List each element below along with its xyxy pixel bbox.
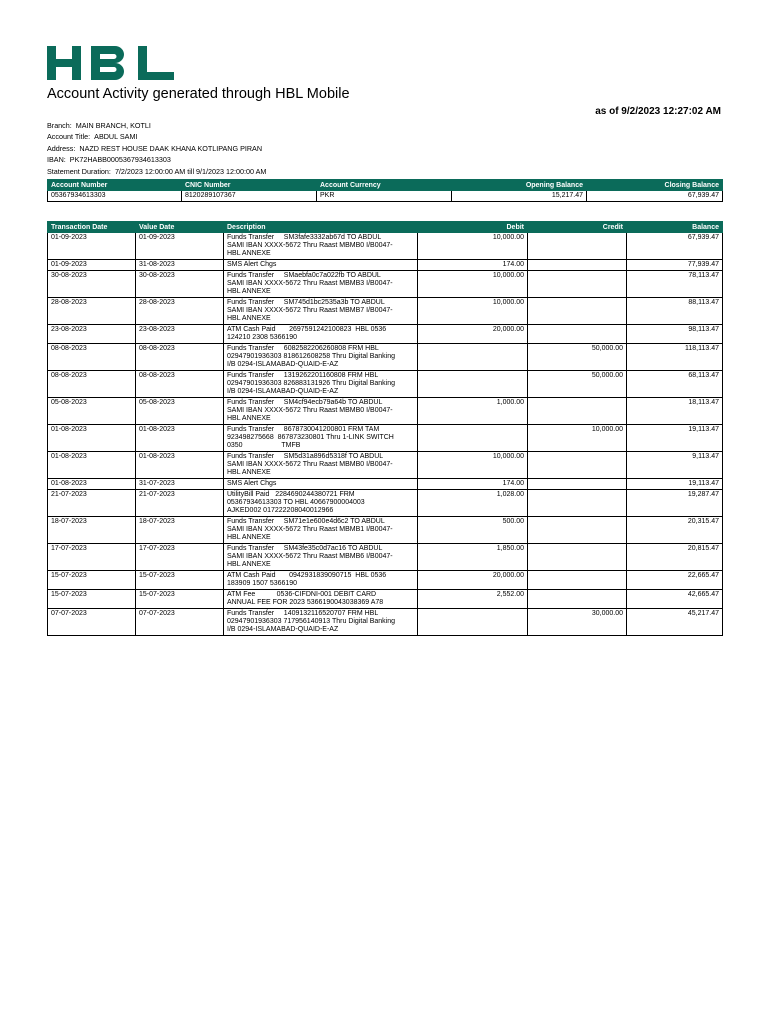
hbl-logo [47,44,175,82]
table-row [48,517,723,544]
transaction-date: 01-09-2023 [48,260,136,271]
table-row [48,398,723,425]
debit-amount: 10,000.00 [418,233,528,260]
page-title: Account Activity generated through HBL Mobile [47,86,350,102]
transaction-date: 05-08-2023 [48,398,136,425]
description: ATM Cash Paid 2697591242100823 HBL 0536 124210 2308 5366190 [224,325,418,344]
balance-amount: 42,665.47 [627,590,723,609]
balance-amount: 20,815.47 [627,544,723,571]
transactions-body [48,233,723,636]
description: Funds Transfer 1409132116520707 FRM HBL 02947901936303 717956140913 Thru Digital Banking I/B 0294-ISLAMABAD-QUAID-E-AZ [224,609,418,636]
description: ATM Fee 0536-CIFDNI-001 DEBIT CARD ANNUAL FEE FOR 2023 5366190043038369 A78 [224,590,418,609]
header-opening-balance: Opening Balance [452,180,587,191]
header-credit: Credit [528,222,627,233]
value-date: 17-07-2023 [136,544,224,571]
table-row [48,609,723,636]
table-row [48,371,723,398]
table-row [48,571,723,590]
account-summary-table [47,179,723,202]
table-row [48,490,723,517]
credit-amount: 50,000.00 [528,371,627,398]
balance-amount: 19,113.47 [627,479,723,490]
balance-amount: 19,113.47 [627,425,723,452]
transaction-date: 01-08-2023 [48,425,136,452]
credit-amount [528,233,627,260]
description: SMS Alert Chgs [224,479,418,490]
address-label: Address: [47,143,76,153]
header-account-currency: Account Currency [317,180,452,191]
description: Funds Transfer SM3fafe3332ab67d TO ABDUL SAMI IBAN XXXX-5672 Thru Raast MBMB0 I/B0047- HBL ANNEXE [224,233,418,260]
branch-row [47,120,266,131]
debit-amount: 20,000.00 [418,571,528,590]
value-date: 07-07-2023 [136,609,224,636]
table-row [48,271,723,298]
transaction-date: 01-08-2023 [48,479,136,490]
iban-label: IBAN: [47,155,66,165]
value-date: 01-08-2023 [136,452,224,479]
table-row [48,344,723,371]
table-row [48,452,723,479]
header-closing-balance: Closing Balance [587,180,723,191]
credit-amount [528,260,627,271]
debit-amount: 1,850.00 [418,544,528,571]
value-date: 18-07-2023 [136,517,224,544]
transaction-date: 08-08-2023 [48,344,136,371]
branch-label: Branch: [47,121,72,130]
debit-amount: 2,552.00 [418,590,528,609]
credit-amount: 50,000.00 [528,344,627,371]
value-date: 08-08-2023 [136,344,224,371]
transaction-date: 15-07-2023 [48,590,136,609]
address-value: NAZD REST HOUSE DAAK KHANA KOTLIPANG PIRAN [79,143,263,153]
account-title-value: ABDUL SAMI [94,132,138,142]
transaction-date: 28-08-2023 [48,298,136,325]
value-date: 15-07-2023 [136,571,224,590]
balance-amount: 9,113.47 [627,452,723,479]
debit-amount: 10,000.00 [418,298,528,325]
credit-amount [528,452,627,479]
branch-value: MAIN BRANCH, KOTLI [75,121,151,130]
table-row [48,425,723,452]
table-row [48,233,723,260]
credit-amount [528,398,627,425]
cnic-number: 8120289107367 [182,191,317,202]
balance-amount: 98,113.47 [627,325,723,344]
transaction-date: 30-08-2023 [48,271,136,298]
transaction-date: 21-07-2023 [48,490,136,517]
transaction-date: 01-08-2023 [48,452,136,479]
account-title-row [47,131,266,142]
description: Funds Transfer SMaebfa0c7a022fb TO ABDUL SAMI IBAN XXXX-5672 Thru Raast MBMB3 I/B0047- HBL ANNEXE [224,271,418,298]
table-row [48,298,723,325]
transaction-date: 23-08-2023 [48,325,136,344]
header-debit: Debit [418,222,528,233]
description: ATM Cash Paid 0942931839090715 HBL 0536 183909 1507 5366190 [224,571,418,590]
balance-amount: 68,113.47 [627,371,723,398]
table-row [48,260,723,271]
description: Funds Transfer SM71e1e600e4d6c2 TO ABDUL SAMI IBAN XXXX-5672 Thru Raast MBMB1 I/B0047- HBL ANNEXE [224,517,418,544]
balance-amount: 88,113.47 [627,298,723,325]
transaction-date: 08-08-2023 [48,371,136,398]
description: Funds Transfer 6082582206260808 FRM HBL 02947901936303 818612608258 Thru Digital Banking I/B 0294-ISLAMABAD-QUAID-E-AZ [224,344,418,371]
debit-amount: 1,028.00 [418,490,528,517]
description: Funds Transfer 8678730041200801 FRM TAM 923498275668 867873230801 Thru 1-LINK SWITCH 0350 TMFB [224,425,418,452]
debit-amount: 1,000.00 [418,398,528,425]
value-date: 21-07-2023 [136,490,224,517]
account-summary-row [48,191,723,202]
table-row [48,325,723,344]
credit-amount [528,325,627,344]
header-account-number: Account Number [48,180,182,191]
balance-amount: 18,113.47 [627,398,723,425]
balance-amount: 78,113.47 [627,271,723,298]
value-date: 31-07-2023 [136,479,224,490]
statement-duration-label: Statement Duration: [47,166,111,176]
header-cnic-number: CNIC Number [182,180,317,191]
value-date: 05-08-2023 [136,398,224,425]
statement-duration-row [47,166,266,177]
credit-amount: 10,000.00 [528,425,627,452]
description: Funds Transfer SM43fe35c0d7ac16 TO ABDUL SAMI IBAN XXXX-5672 Thru Raast MBMB6 I/B0047- HBL ANNEXE [224,544,418,571]
value-date: 30-08-2023 [136,271,224,298]
debit-amount: 174.00 [418,260,528,271]
balance-amount: 77,939.47 [627,260,723,271]
iban-value: PK72HABB0005367934613303 [69,155,171,165]
debit-amount: 174.00 [418,479,528,490]
account-summary-header [48,180,723,191]
balance-amount: 22,665.47 [627,571,723,590]
credit-amount [528,298,627,325]
balance-amount: 45,217.47 [627,609,723,636]
address-row [47,143,266,154]
credit-amount [528,590,627,609]
debit-amount [418,609,528,636]
credit-amount [528,490,627,517]
account-currency: PKR [317,191,452,202]
value-date: 23-08-2023 [136,325,224,344]
debit-amount: 10,000.00 [418,452,528,479]
debit-amount: 500.00 [418,517,528,544]
transaction-date: 17-07-2023 [48,544,136,571]
transaction-date: 07-07-2023 [48,609,136,636]
credit-amount [528,571,627,590]
debit-amount [418,425,528,452]
account-number: 05367934613303 [48,191,182,202]
credit-amount [528,479,627,490]
value-date: 08-08-2023 [136,371,224,398]
transaction-date: 01-09-2023 [48,233,136,260]
debit-amount [418,371,528,398]
statement-duration-value: 7/2/2023 12:00:00 AM till 9/1/2023 12:00:00 AM [114,166,267,176]
generated-timestamp: as of 9/2/2023 12:27:02 AM [595,106,721,117]
description: Funds Transfer 1319262201160808 FRM HBL 02947901936303 826883131926 Thru Digital Banking I/B 0294-ISLAMABAD-QUAID-E-AZ [224,371,418,398]
description: Funds Transfer SM5d31a896d5318f TO ABDUL SAMI IBAN XXXX-5672 Thru Raast MBMB0 I/B0047- HBL ANNEXE [224,452,418,479]
transactions-header [48,222,723,233]
header-description: Description [224,222,418,233]
value-date: 28-08-2023 [136,298,224,325]
header-balance: Balance [627,222,723,233]
value-date: 01-09-2023 [136,233,224,260]
value-date: 31-08-2023 [136,260,224,271]
balance-amount: 67,939.47 [627,233,723,260]
debit-amount [418,344,528,371]
value-date: 01-08-2023 [136,425,224,452]
credit-amount [528,271,627,298]
account-title-label: Account Title: [47,132,91,142]
description: Funds Transfer SM745d1bc2535a3b TO ABDUL SAMI IBAN XXXX-5672 Thru Raast MBMB7 I/B0047- HBL ANNEXE [224,298,418,325]
value-date: 15-07-2023 [136,590,224,609]
iban-row [47,154,266,165]
opening-balance: 15,217.47 [452,191,587,202]
transaction-date: 18-07-2023 [48,517,136,544]
account-info [47,120,266,177]
balance-amount: 20,315.47 [627,517,723,544]
header-value-date: Value Date [136,222,224,233]
description: SMS Alert Chgs [224,260,418,271]
table-row [48,590,723,609]
description: Funds Transfer SM4cf94ecb79a64b TO ABDUL SAMI IBAN XXXX-5672 Thru Raast MBMB0 I/B0047- HBL ANNEXE [224,398,418,425]
balance-amount: 19,287.47 [627,490,723,517]
closing-balance: 67,939.47 [587,191,723,202]
credit-amount [528,517,627,544]
table-row [48,479,723,490]
credit-amount: 30,000.00 [528,609,627,636]
credit-amount [528,544,627,571]
debit-amount: 20,000.00 [418,325,528,344]
transactions-table [47,221,723,636]
balance-amount: 118,113.47 [627,344,723,371]
debit-amount: 10,000.00 [418,271,528,298]
description: UtilityBill Paid 2284690244380721 FRM 05367934613303 TO HBL 40667900004003 AJKED002 017222208040012966 [224,490,418,517]
header-transaction-date: Transaction Date [48,222,136,233]
table-row [48,544,723,571]
transaction-date: 15-07-2023 [48,571,136,590]
